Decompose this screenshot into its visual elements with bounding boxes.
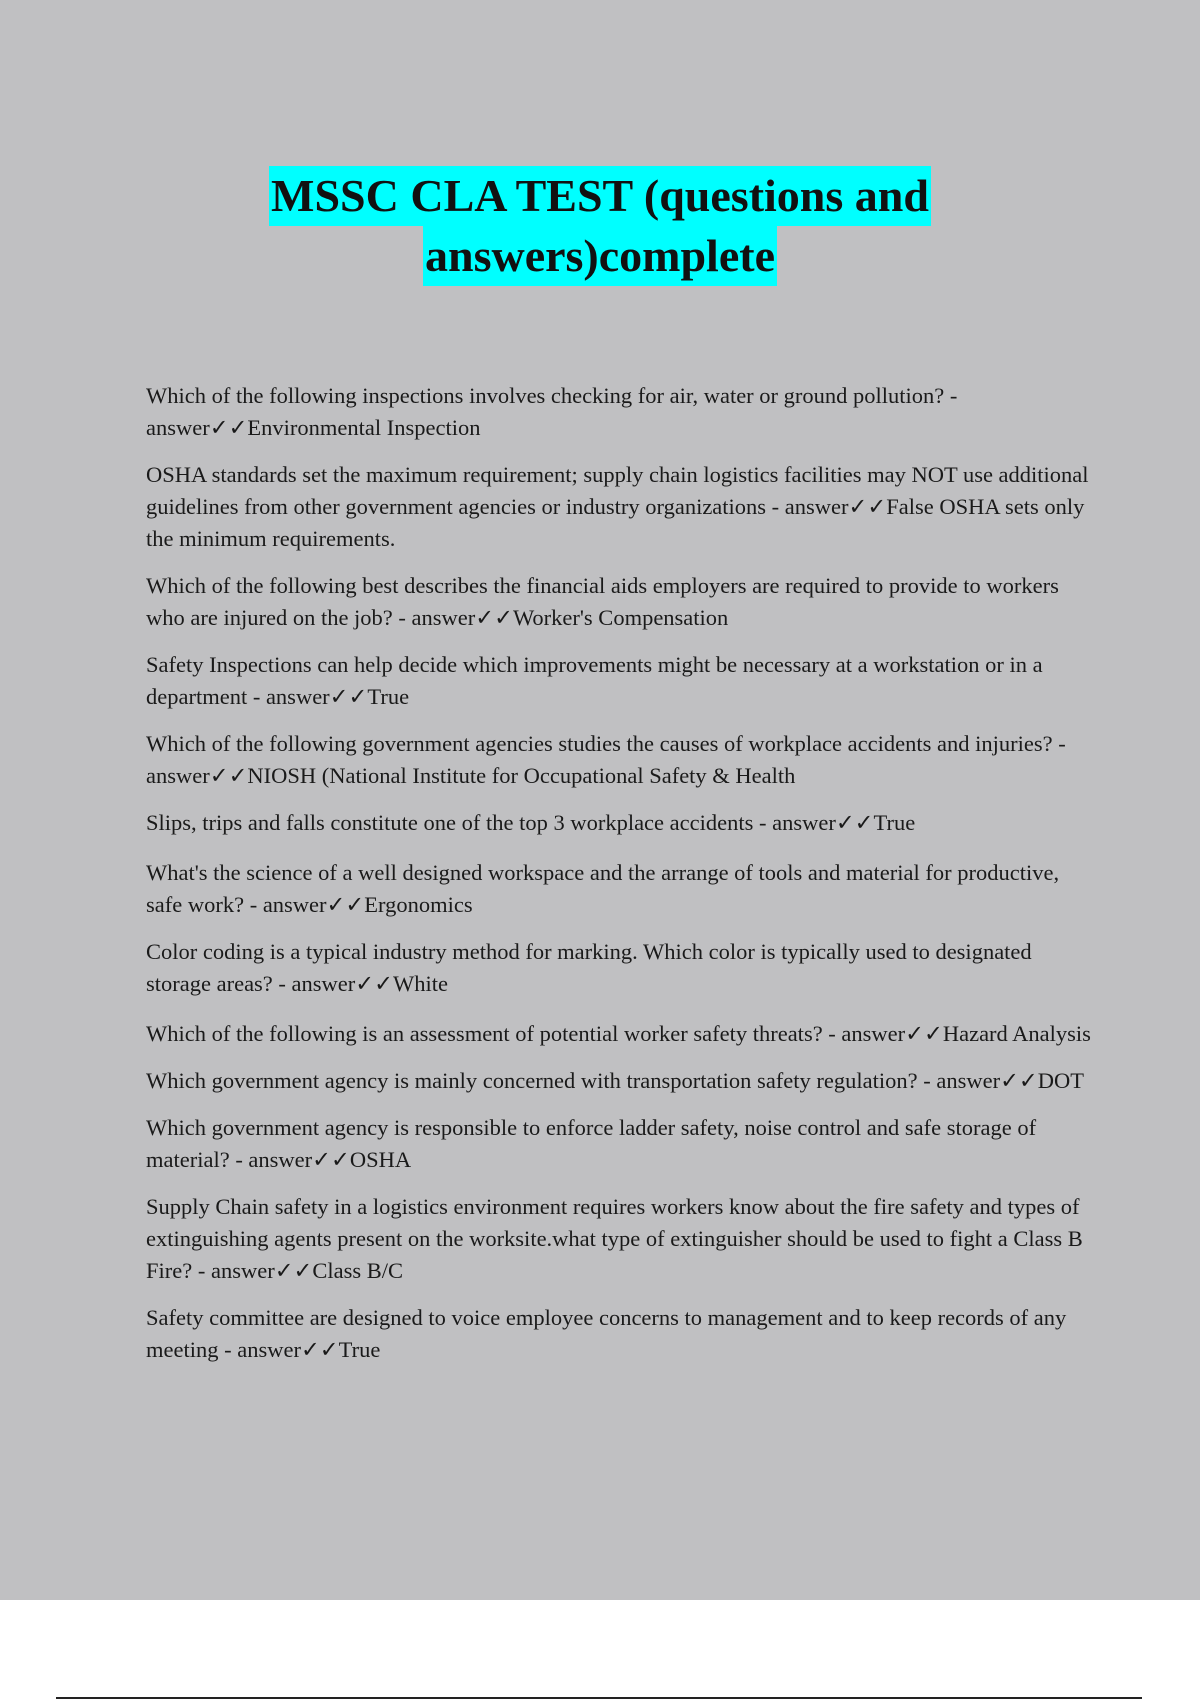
qa-item: OSHA standards set the maximum requirement; supply chain logistics facilities may NOT use additional guidelines from other government agencies or industry organizations - answer✓✓False OSHA sets only the minimum requirements. bbox=[146, 462, 1089, 551]
title-line-1: MSSC CLA TEST (questions and bbox=[269, 166, 931, 226]
qa-item: Which of the following government agencies studies the causes of workplace accidents and injuries? - answer✓✓NIOSH (National Institute for Occupational Safety & Health bbox=[146, 731, 1066, 788]
qa-item: Which government agency is mainly concerned with transportation safety regulation? - answer✓✓DOT bbox=[146, 1068, 1085, 1093]
title-line-2: answers)complete bbox=[423, 226, 777, 286]
qa-item: Safety committee are designed to voice employee concerns to management and to keep records of any meeting - answer✓✓True bbox=[146, 1305, 1067, 1362]
page-title bbox=[0, 166, 1200, 286]
qa-item: Which of the following is an assessment of potential worker safety threats? - answer✓✓Hazard Analysis bbox=[146, 1021, 1091, 1046]
qa-item: Which of the following best describes the financial aids employers are required to provide to workers who are injured on the job? - answer✓✓Worker's Compensation bbox=[146, 573, 1059, 630]
qa-item: Color coding is a typical industry method for marking. Which color is typically used to designated storage areas? - answer✓✓White bbox=[146, 939, 1032, 996]
qa-item: Which of the following inspections involves checking for air, water or ground pollution? - answer✓✓Environmental Inspection bbox=[146, 383, 958, 440]
qa-item: Safety Inspections can help decide which improvements might be necessary at a workstation or in a department - answer✓✓True bbox=[146, 652, 1043, 709]
qa-item: What's the science of a well designed workspace and the arrange of tools and material for productive, safe work? - answer✓✓Ergonomics bbox=[146, 860, 1060, 917]
qa-item: Which government agency is responsible to enforce ladder safety, noise control and safe storage of material? - answer✓✓OSHA bbox=[146, 1115, 1037, 1172]
page-footer-area bbox=[0, 1600, 1200, 1700]
footer-divider bbox=[56, 1697, 1142, 1699]
qa-item: Supply Chain safety in a logistics environment requires workers know about the fire safety and types of extinguishing agents present on the worksite.what type of extinguisher should be used to fight a Class B Fire? - answer✓✓Class B/C bbox=[146, 1194, 1083, 1283]
qa-item: Slips, trips and falls constitute one of the top 3 workplace accidents - answer✓✓True bbox=[146, 810, 916, 835]
qa-list bbox=[146, 380, 1096, 1381]
